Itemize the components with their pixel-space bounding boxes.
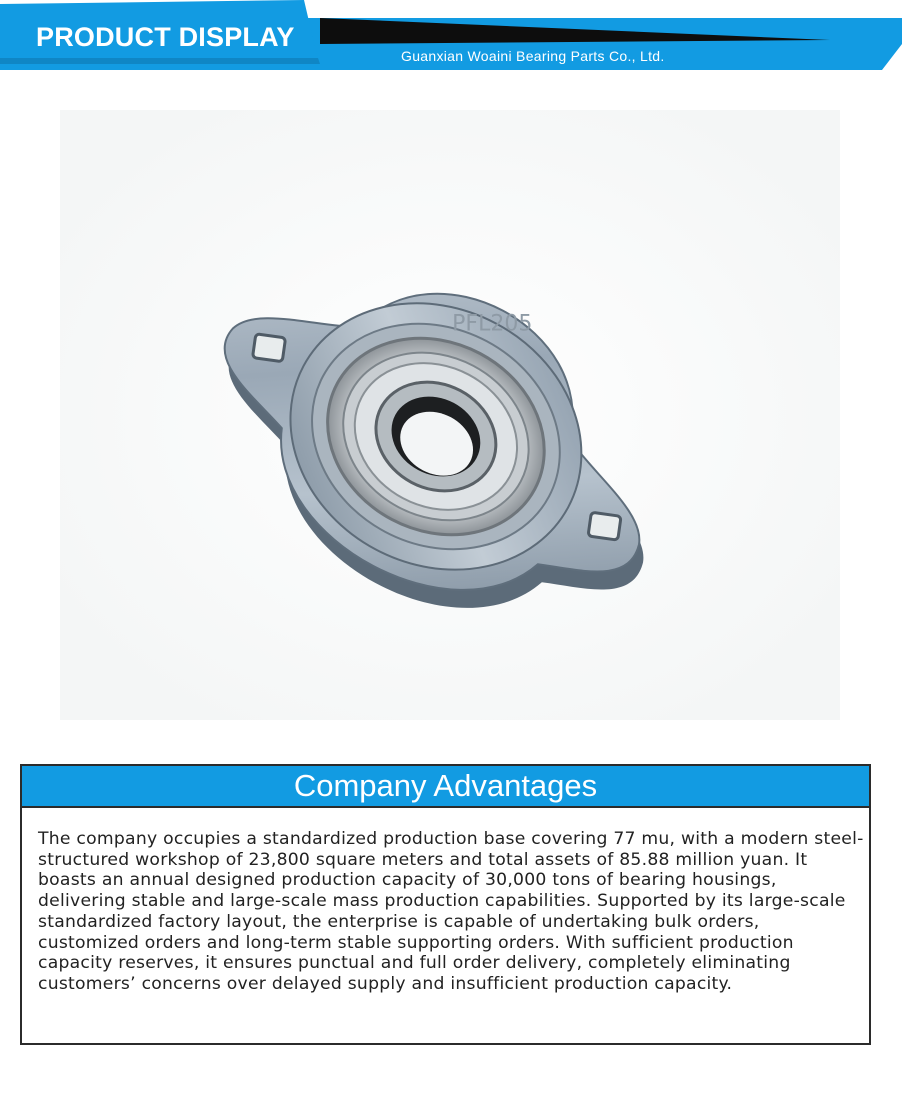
advantages-title: Company Advantages <box>22 766 869 808</box>
page-title: PRODUCT DISPLAY <box>36 22 295 52</box>
product-marking: PFL205 <box>452 311 533 337</box>
company-name: Guanxian Woaini Bearing Parts Co., Ltd. <box>401 48 665 64</box>
header-banner <box>0 0 902 72</box>
advantages-panel <box>20 764 871 1045</box>
advantages-body: The company occupies a standardized production base covering 77 mu, with a modern steel-structured workshop of 23,800 square meters and total assets of 85.88 million yuan. It boasts an annual designed production capacity of 30,000 tons of bearing housings, delivering stable and large-scale mass production capabilities. Supported by its large-scale standardized factory layout, the enterprise is capable of undertaking bulk orders, customized orders and long-term stable supporting orders. With sufficient production capacity reserves, it ensures punctual and full order delivery, completely eliminating customers’ concerns over delayed supply and insufficient production capacity. <box>38 829 864 994</box>
bearing-housing-photo <box>60 110 840 720</box>
